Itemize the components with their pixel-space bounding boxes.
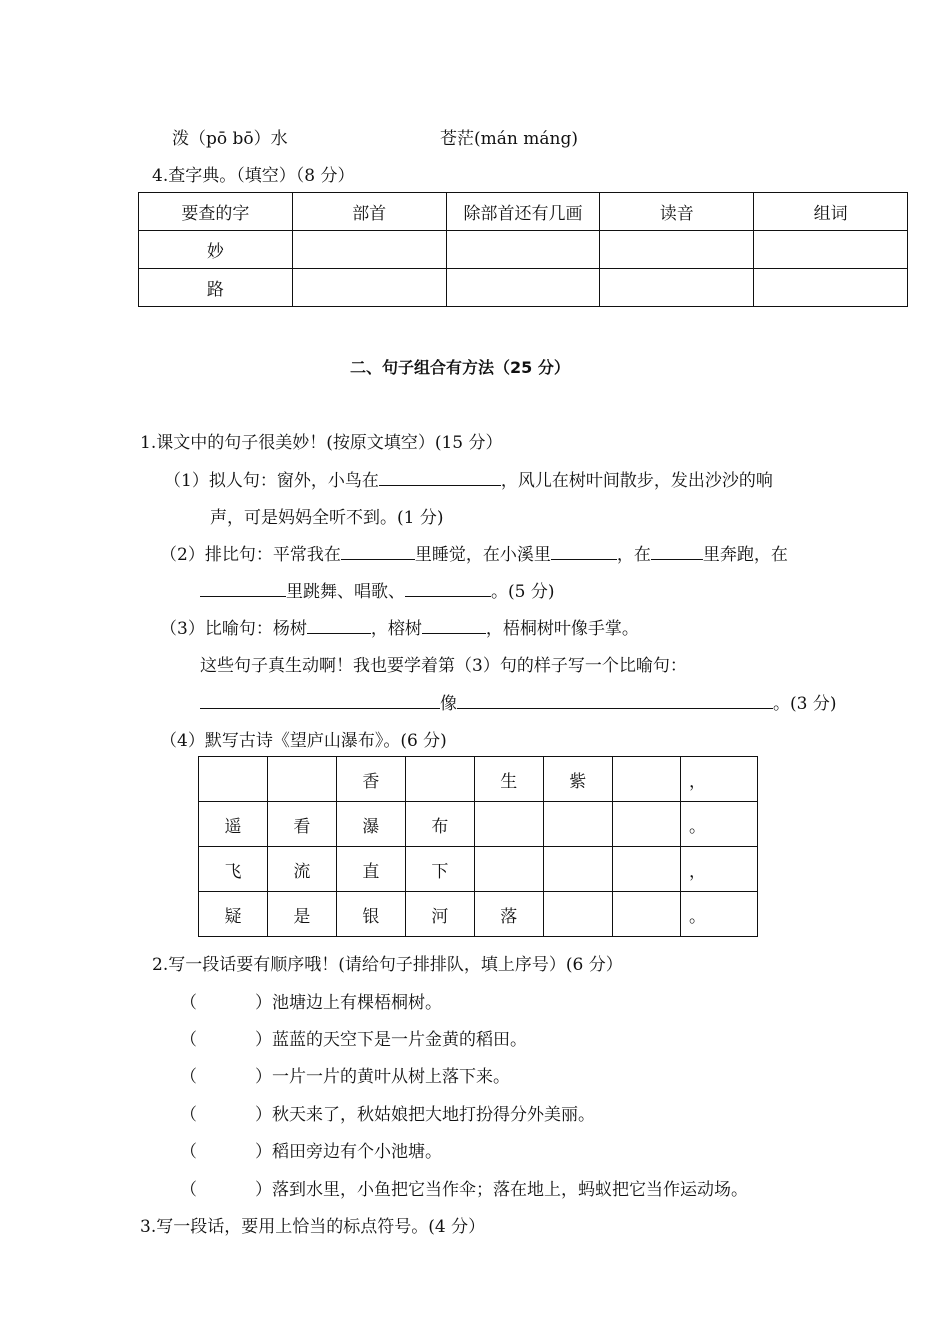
- dict-row-char: 妙: [139, 231, 293, 269]
- poem-punct: 。: [681, 892, 758, 937]
- poem-cell: 香: [336, 757, 405, 802]
- q1-3-prompt: 这些句子真生动啊！我也要学着第（3）句的样子写一个比喻句：: [200, 656, 687, 676]
- dict-cell-blank[interactable]: [292, 231, 446, 269]
- dict-header-pronunciation: 读音: [600, 193, 754, 231]
- q2-item-1: （ ）池塘边上有棵梧桐树。: [180, 993, 442, 1013]
- q2-title: 2.写一段话要有顺序哦！(请给句子排排队，填上序号）(6 分）: [152, 955, 623, 975]
- poem-punct: 。: [681, 802, 758, 847]
- poem-cell: 布: [405, 802, 474, 847]
- poem-punct: ，: [681, 847, 758, 892]
- poem-cell: 是: [267, 892, 336, 937]
- poem-cell[interactable]: [267, 757, 336, 802]
- dict-header-char: 要查的字: [139, 193, 293, 231]
- dict-header-radical: 部首: [292, 193, 446, 231]
- q2-item-2: （ ）蓝蓝的天空下是一片金黄的稻田。: [180, 1030, 527, 1050]
- section-2-title: 二、句子组合有方法（25 分）: [350, 358, 570, 377]
- dict-cell-blank[interactable]: [292, 269, 446, 307]
- q2-item-6: （ ）落到水里，小鱼把它当作伞；落在地上，蚂蚁把它当作运动场。: [180, 1180, 748, 1200]
- poem-grid: [198, 756, 758, 937]
- dict-cell-blank[interactable]: [754, 269, 908, 307]
- poem-cell: 直: [336, 847, 405, 892]
- poem-cell: 流: [267, 847, 336, 892]
- dict-row-char: 路: [139, 269, 293, 307]
- pinyin-item-2-options: (mán máng): [474, 129, 578, 149]
- answer-blank[interactable]: [200, 579, 286, 597]
- q1-3-line: （3）比喻句：杨树 ，榕树 ，梧桐树叶像手掌。: [160, 614, 639, 639]
- poem-cell: 落: [474, 892, 543, 937]
- q1-2-line: （2）排比句：平常我在 里睡觉，在小溪里 ，在 里奔跑，在: [160, 540, 788, 565]
- dict-table: [138, 192, 908, 307]
- poem-cell[interactable]: [543, 892, 612, 937]
- poem-punct: ，: [681, 757, 758, 802]
- q1-2-line-2: 里跳舞、唱歌、 。(5 分): [200, 577, 554, 602]
- poem-cell: 紫: [543, 757, 612, 802]
- q1-title: 1.课文中的句子很美妙！(按原文填空）(15 分）: [140, 433, 503, 453]
- dict-cell-blank[interactable]: [600, 231, 754, 269]
- pinyin-item-2-word: 苍茫: [440, 129, 474, 149]
- dict-header-words: 组词: [754, 193, 908, 231]
- pinyin-item-1-tail: 水: [270, 129, 288, 149]
- poem-cell[interactable]: [199, 757, 268, 802]
- answer-blank[interactable]: [457, 691, 773, 709]
- poem-cell[interactable]: [612, 757, 680, 802]
- poem-cell: 生: [474, 757, 543, 802]
- poem-cell[interactable]: [543, 847, 612, 892]
- pinyin-item-1-options: （pō bō）: [189, 129, 271, 149]
- poem-cell: 下: [405, 847, 474, 892]
- dict-cell-blank[interactable]: [754, 231, 908, 269]
- q3-title: 3.写一段话，要用上恰当的标点符号。(4 分）: [140, 1217, 486, 1237]
- dict-cell-blank[interactable]: [446, 269, 600, 307]
- poem-cell: 看: [267, 802, 336, 847]
- pinyin-item-2: [440, 124, 578, 149]
- dict-header-strokes: 除部首还有几画: [446, 193, 600, 231]
- dict-cell-blank[interactable]: [446, 231, 600, 269]
- poem-cell[interactable]: [474, 847, 543, 892]
- q1-3-simile-line: 像 。(3 分): [200, 689, 836, 714]
- pinyin-item-1: [172, 124, 288, 149]
- dict-task-title: 4.查字典。（填空）（8 分）: [152, 166, 355, 186]
- q2-item-5: （ ）稻田旁边有个小池塘。: [180, 1142, 442, 1162]
- poem-cell[interactable]: [612, 892, 680, 937]
- poem-cell: 瀑: [336, 802, 405, 847]
- poem-cell: 河: [405, 892, 474, 937]
- q1-1-line-2: 声，可是妈妈全听不到。(1 分): [210, 508, 444, 528]
- answer-blank[interactable]: [341, 542, 415, 560]
- poem-cell[interactable]: [405, 757, 474, 802]
- q1-4-title: （4）默写古诗《望庐山瀑布》。(6 分): [160, 731, 447, 751]
- q2-item-4: （ ）秋天来了，秋姑娘把大地打扮得分外美丽。: [180, 1105, 595, 1125]
- poem-cell: 疑: [199, 892, 268, 937]
- answer-blank[interactable]: [551, 542, 617, 560]
- answer-blank[interactable]: [200, 691, 440, 709]
- answer-blank[interactable]: [405, 579, 491, 597]
- poem-cell[interactable]: [543, 802, 612, 847]
- pinyin-item-1-word: 泼: [172, 129, 189, 149]
- answer-blank[interactable]: [379, 468, 501, 486]
- dict-cell-blank[interactable]: [600, 269, 754, 307]
- answer-blank[interactable]: [307, 616, 371, 634]
- poem-cell[interactable]: [612, 847, 680, 892]
- answer-blank[interactable]: [422, 616, 486, 634]
- q2-item-3: （ ）一片一片的黄叶从树上落下来。: [180, 1067, 510, 1087]
- q1-1-line: （1）拟人句：窗外，小鸟在 ，风儿在树叶间散步，发出沙沙的响: [164, 466, 773, 491]
- poem-cell: 遥: [199, 802, 268, 847]
- poem-cell: 飞: [199, 847, 268, 892]
- poem-cell[interactable]: [612, 802, 680, 847]
- poem-cell[interactable]: [474, 802, 543, 847]
- answer-blank[interactable]: [651, 542, 703, 560]
- poem-cell: 银: [336, 892, 405, 937]
